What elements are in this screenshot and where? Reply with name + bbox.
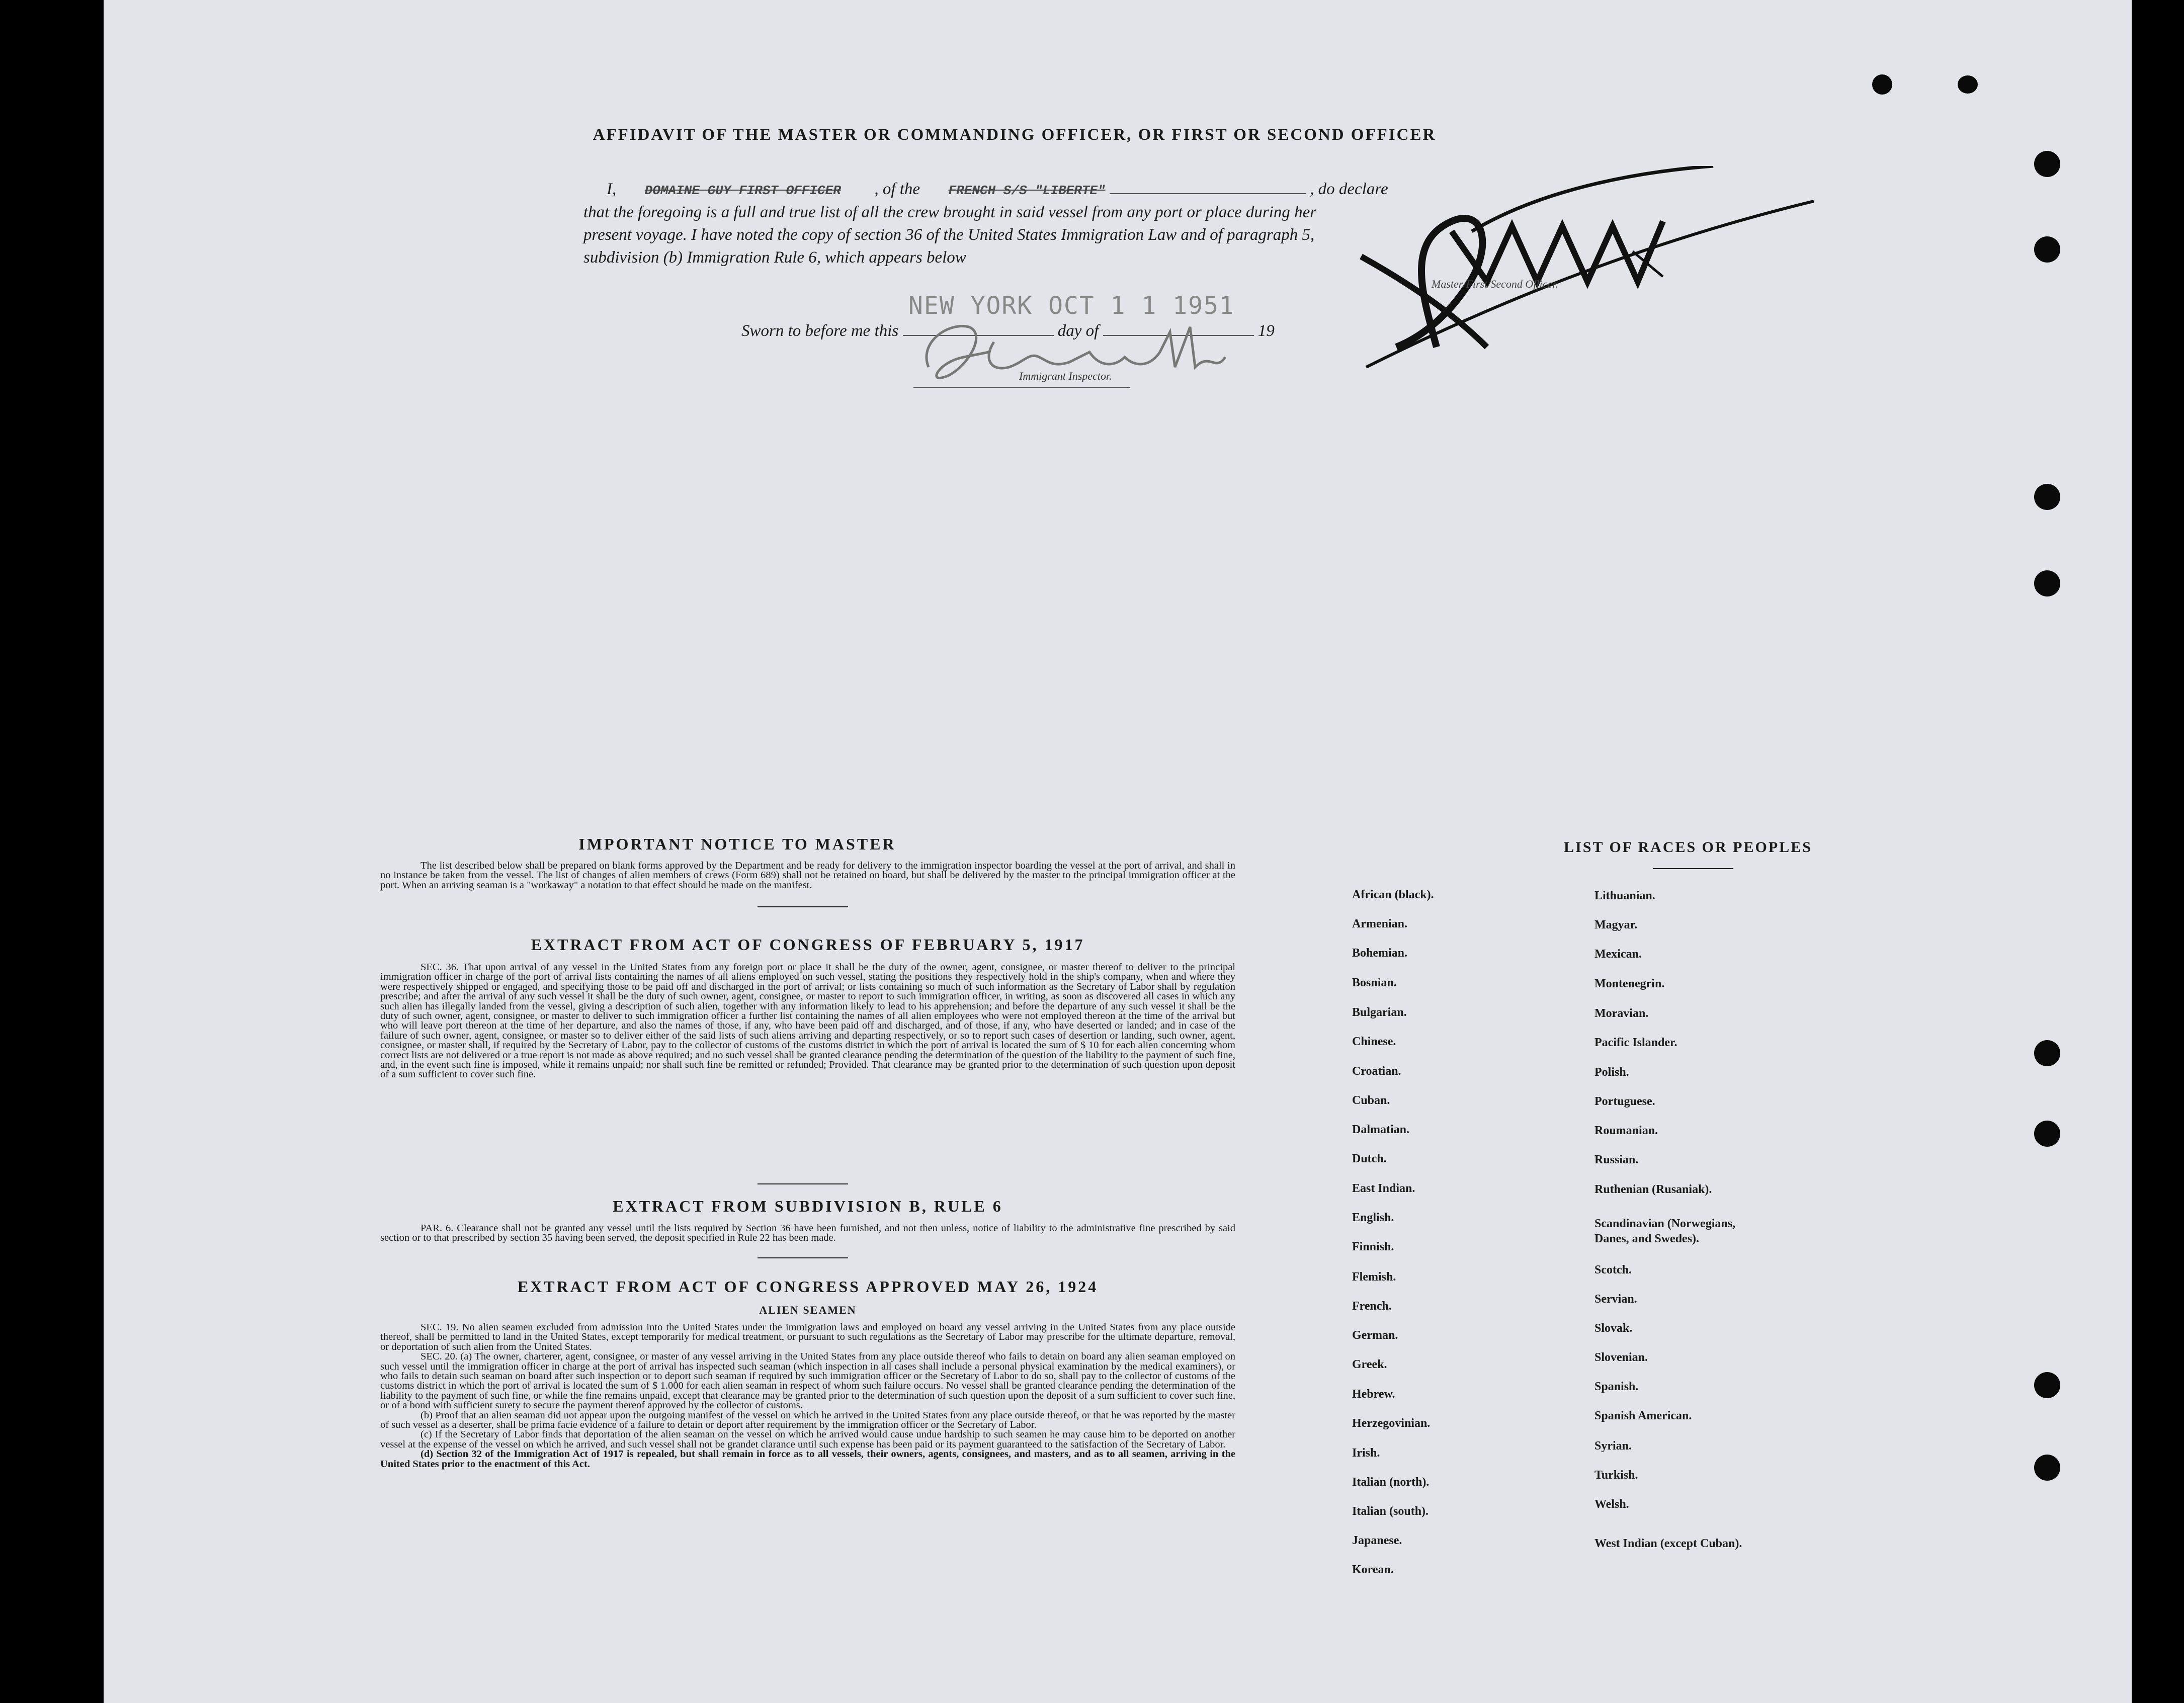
race-item: Roumanian. xyxy=(1594,1124,1658,1137)
extract-1924-title: EXTRACT FROM ACT OF CONGRESS APPROVED MAY 26, 1924 xyxy=(517,1278,1099,1296)
race-item: Welsh. xyxy=(1594,1498,1629,1511)
race-item: Scotch. xyxy=(1594,1263,1632,1276)
race-item: Portuguese. xyxy=(1594,1095,1655,1108)
affidavit-i-label: I, xyxy=(607,180,617,198)
race-item: Ruthenian (Rusaniak). xyxy=(1594,1183,1712,1196)
vessel-name: FRENCH S/S "LIBERTE" xyxy=(948,183,1106,198)
affidavit-line-2: that the foregoing is a full and true list of all the crew brought in said vessel from any port or place during her xyxy=(583,203,1317,221)
race-item: Finnish. xyxy=(1352,1240,1394,1253)
race-item: Japanese. xyxy=(1352,1534,1402,1547)
race-item: Pacific Islander. xyxy=(1594,1036,1677,1049)
race-item: Flemish. xyxy=(1352,1270,1396,1284)
race-item: Bohemian. xyxy=(1352,947,1408,960)
races-title: LIST OF RACES OR PEOPLES xyxy=(1564,839,1812,856)
extract-1917-title: EXTRACT FROM ACT OF CONGRESS OF FEBRUARY 5, 1917 xyxy=(531,935,1085,954)
punch-hole xyxy=(2034,151,2060,177)
punch-hole xyxy=(2034,236,2060,263)
race-item: Bosnian. xyxy=(1352,976,1397,989)
officer-name: DOMAINE GUY FIRST OFFICER xyxy=(644,183,841,198)
year-label: 19 xyxy=(1257,322,1275,340)
race-item: Cuban. xyxy=(1352,1094,1390,1107)
divider xyxy=(758,906,848,907)
race-item: Slovenian. xyxy=(1594,1351,1648,1364)
race-item: Greek. xyxy=(1352,1358,1387,1371)
document-page xyxy=(104,0,2132,1703)
race-item: Croatian. xyxy=(1352,1065,1401,1078)
punch-hole xyxy=(1872,74,1892,95)
divider xyxy=(758,1257,848,1258)
day-of-label: day of xyxy=(1057,322,1099,340)
race-item: German. xyxy=(1352,1329,1398,1342)
race-item: Chinese. xyxy=(1352,1035,1396,1048)
race-item: Spanish American. xyxy=(1594,1409,1692,1422)
race-item: Servian. xyxy=(1594,1293,1637,1306)
extract-rule6-body: PAR. 6. Clearance shall not be granted any vessel until the lists required by Section 36 have been furnished, and not then unless, notice of liability to the administrative fine prescribed by said section or to that prescribed by section 35 having been served, the deposit specified in Rule 22 has been made. xyxy=(380,1223,1235,1244)
inspector-caption: Immigrant Inspector. xyxy=(1019,370,1112,382)
race-item: Herzegovinian. xyxy=(1352,1417,1431,1430)
race-item: Mexican. xyxy=(1594,948,1642,961)
punch-hole xyxy=(1958,75,1978,94)
race-item: Hebrew. xyxy=(1352,1388,1395,1401)
punch-hole xyxy=(2034,570,2060,597)
race-item: Dalmatian. xyxy=(1352,1123,1409,1136)
extract-rule6-title: EXTRACT FROM SUBDIVISION B, RULE 6 xyxy=(613,1197,1003,1215)
race-item: Korean. xyxy=(1352,1563,1394,1576)
affidavit-title: AFFIDAVIT OF THE MASTER OR COMMANDING OFFICER, OR FIRST OR SECOND OFFICER xyxy=(593,126,1437,144)
race-item: Montenegrin. xyxy=(1594,977,1665,990)
race-item: Armenian. xyxy=(1352,917,1407,930)
of-the-label: , of the xyxy=(874,180,920,198)
race-item: Syrian. xyxy=(1594,1439,1632,1453)
race-item: Lithuanian. xyxy=(1594,889,1655,902)
race-item: Italian (south). xyxy=(1352,1505,1429,1518)
extract-1924-body: SEC. 19. No alien seamen excluded from admission into the United States under the immigration laws and employed on board any vessel arriving in the United States from any place outside thereof, shall be permitted to land in the United States, except temporarily for medical treatment, or pursuant to such regulations as the Secretary of Labor may prescribe for the ultimate departure, removal, or deportation of such alien from the United States. SEC. 20. (a) The owner, charterer, agent, consignee, or master of any vessel arriving in the United States from any place outside thereof who fails to detain on board any alien seaman employed on such vessel until the immigration officer in charge at the port of arrival has inspected such seaman (which inspection in all cases shall include a personal physical examination by the medical examiners), or who fails to detain such seaman on board after such inspection or to deport such seaman if required by such immigration officer or the Secretary of Labor to do so, shall pay to the collector of customs of the customs district in which the port of arrival is located the sum of $ 1.000 for each alien seaman in respect of whom such failure occurs. No vessel shall be granted clearance pending the determination of the liability to the payment of such fine, or while the fine remains unpaid, except that clearance may be granted prior to the determination of such question upon the deposit of a sum sufficient to cover such fine, or of a bond with sufficient surety to secure the payment thereof approved by the collector of customs. (b) Proof that an alien seaman did not appear upon the outgoing manifest of the vessel on which he arrived in the United States from any place outside thereof, or that he was reported by the master of such vessel as a deserter, shall be prima facie evidence of a failure to detain or deport after requirement by the immigration officer or the Secretary of Labor. (c) If the Secretary of Labor finds that deportation of the alien seaman on the vessel on which he arrived would cause undue hardship to such seamen he may cause him to be deported on another vessel at the expense of the vessel on which he arrived, and such vessel shall not be grandet clarance until such expense has been paid or its payment guaranteed to the satisfaction of the Secretary of Labor. (d) Section 32 of the Immigration Act of 1917 is repealed, but shall remain in force as to all vessels, their owners, agents, consignees, and masters, and as to all seamen, arriving in the United States prior to the enactment of this Act. xyxy=(380,1322,1235,1470)
race-item: Polish. xyxy=(1594,1066,1629,1079)
race-item: West Indian (except Cuban). xyxy=(1594,1537,1742,1550)
race-item: Magyar. xyxy=(1594,918,1638,931)
race-item: English. xyxy=(1352,1211,1394,1224)
affidavit-line-4: subdivision (b) Immigration Rule 6, which appears below xyxy=(583,248,966,267)
officer-signature xyxy=(1321,166,1854,387)
race-item: Russian. xyxy=(1594,1153,1639,1166)
extract-1917-body: SEC. 36. That upon arrival of any vessel in the United States from any foreign port or place it shall be the duty of the owner, agent, consignee, or master thereof to deliver to the principal immigration officer in charge of the port of arrival lists containing the names of all aliens employed on such vessel, stating the positions they respectively hold in the ship's company, when and where they were respectively shipped or engaged, and specifying those to be paid off and discharged in the port of arrival; or lists containing so much of such information as the Secretary of Labor shall by regulation prescribe; and after the arrival of any such vessel it shall be the duty of such owner, agent, consignee, or master to report to such immigration officer, in writing, as soon as discovered all cases in which any such alien has illegally landed from the vessel, giving a description of such alien, together with any information likely to lead to his apprehension; and before the departure of any such vessel it shall be the duty of such owner, agent, consignee, or master to deliver to such immigration officer a further list containing the names of all alien employees who were not employed thereon at the time of the arrival but who will leave port thereon at the time of her departure, and also the names of those, if any, who have been paid off and discharged, and of those, if any, who have deserted or landed; and in case of the failure of such owner, agent, consignee, or master so to deliver either of the said lists of such aliens arriving and departing respectively, or so to report such cases of desertion or landing, such owner, agent, consignee, or master shall, if required by the Secretary of Labor, pay to the collector of customs of the customs district in which the port of arrival is located the sum of $ 10 for each alien concerning whom correct lists are not delivered or a true report is not made as above required; and no such vessel shall be granted clearance pending the determination of the question of the liability to the payment of such fine, and, in the event such fine is imposed, while it remains unpaid; nor shall such fine be remitted or refunded; Provided. That clearance may be granted prior to the determination of such question upon deposit of a sum sufficient to cover such fine. xyxy=(380,962,1235,1080)
affidavit-line-3: present voyage. I have noted the copy of section 36 of the United States Immigration Law and of paragraph 5, xyxy=(583,226,1315,244)
divider xyxy=(758,1183,848,1184)
race-item: African (black). xyxy=(1352,888,1434,901)
punch-hole xyxy=(2034,1372,2060,1398)
race-item: Dutch. xyxy=(1352,1152,1387,1165)
date-stamp: NEW YORK OCT 1 1 1951 xyxy=(908,292,1235,320)
sworn-label: Sworn to before me this xyxy=(741,322,899,340)
affidavit-text xyxy=(583,201,1316,269)
notice-title: IMPORTANT NOTICE TO MASTER xyxy=(578,835,896,853)
notice-body: The list described below shall be prepared on blank forms approved by the Department and be ready for delivery to the immigration inspector boarding the vessel at the port of arrival, and shall in no instance be taken from the vessel. The list of changes of alien members of crews (Form 689) shall not be retained on board, but shall be delivered by the master to the principal immigration officer at the port. When an arriving seaman is a "workaway" a notation to that effect should be made on the manifest. xyxy=(380,860,1235,891)
punch-hole xyxy=(2034,1455,2060,1481)
punch-hole xyxy=(2034,484,2060,510)
officer-caption: Master/First/Second Officer. xyxy=(1432,278,1558,290)
race-item: Irish. xyxy=(1352,1446,1380,1460)
race-item: Turkish. xyxy=(1594,1469,1638,1482)
race-item: Italian (north). xyxy=(1352,1476,1430,1489)
race-item: French. xyxy=(1352,1300,1392,1313)
divider xyxy=(1653,868,1733,869)
race-item: Slovak. xyxy=(1594,1322,1633,1335)
extract-1924-subtitle: ALIEN SEAMEN xyxy=(759,1304,857,1316)
race-item: Bulgarian. xyxy=(1352,1006,1407,1019)
punch-hole xyxy=(2034,1040,2060,1066)
race-item: East Indian. xyxy=(1352,1182,1415,1195)
punch-hole xyxy=(2034,1121,2060,1147)
race-item: Moravian. xyxy=(1594,1007,1649,1020)
race-item: Spanish. xyxy=(1594,1380,1639,1393)
race-item: Scandinavian (Norwegians, Danes, and Swedes). xyxy=(1594,1217,1736,1245)
do-declare-label: , do declare xyxy=(1310,180,1388,198)
